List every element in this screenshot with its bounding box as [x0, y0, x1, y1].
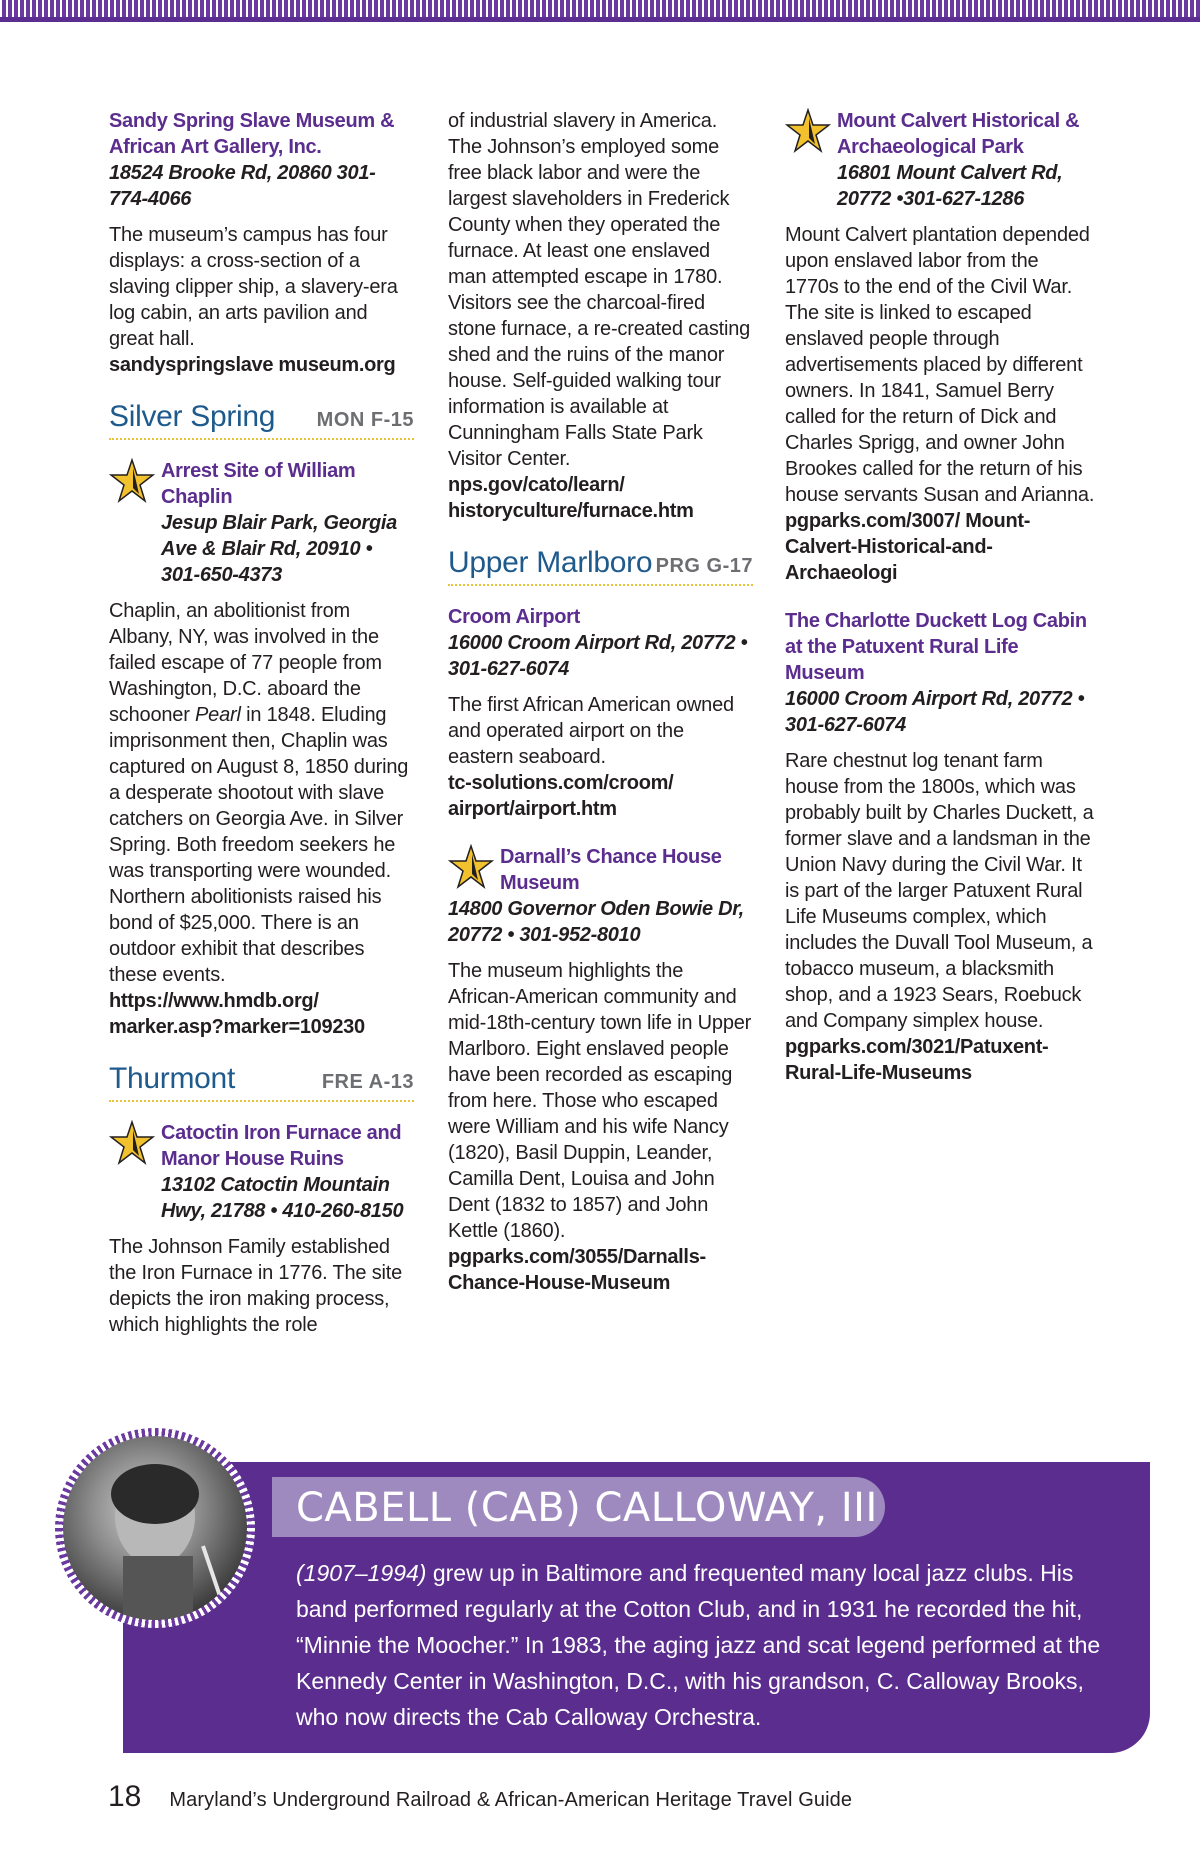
entry-description: The museum highlights the African-American community and mid-18th-century town life in Upper Marlboro. Eight enslaved people have been recorded as escaping from here. Those who escaped were William and his wife Nancy (1820), Basil Duppin, Leander, Camilla Dent, Louisa and John Dent (1832 to 1857) and John Kettle (1860).	[448, 960, 752, 1242]
entry-link[interactable]: sandyspringslave museum.org	[109, 354, 396, 376]
entry-link[interactable]: pgparks.com/3055/Darnalls-Chance-House-Museum	[448, 1246, 706, 1294]
entry-title: Catoctin Iron Furnace and Manor House Ruins	[161, 1122, 402, 1170]
banner-text	[296, 1555, 1106, 1735]
entry-title: Darnall’s Chance House Museum	[500, 846, 722, 894]
entry-catoctin	[109, 1120, 414, 1338]
banner-body: grew up in Baltimore and frequented many local jazz clubs. His band performed regularly at the Cotton Club, and in 1931 he recorded the hit, “Minnie the Moocher.” In 1983, the aging jazz and scat legend performed at the Kennedy Center in Washington, D.C., with his grandson, C. Calloway Brooks, who now directs the Cab Calloway Orchestra.	[296, 1560, 1101, 1730]
banner-title: CABELL (CAB) CALLOWAY, III	[296, 1485, 878, 1531]
entry-mount-calvert	[785, 108, 1095, 586]
page-number: 18	[108, 1780, 142, 1813]
entry-title: Croom Airport	[448, 606, 581, 628]
banner-dates: (1907–1994)	[296, 1560, 427, 1586]
column-1	[109, 108, 414, 1360]
entry-header	[448, 844, 753, 896]
entry-catoctin-continued	[448, 108, 753, 524]
entry-link[interactable]: https://www.hmdb.org/ marker.asp?marker=109230	[109, 990, 365, 1038]
entry-description: of industrial slavery in America. The Johnson’s employed some free black labor and were the largest slaveholders in Frederick County when they operated the furnace. At least one enslaved man attempted escape in 1780. Visitors see the charcoal-fired stone furnace, a re-created casting shed and the ruins of the manor house. Self-guided walking tour information is available at Cunningham Falls State Park Visitor Center.	[448, 110, 751, 470]
portrait-frame	[55, 1428, 255, 1628]
city-header-upper-marlboro	[448, 546, 753, 586]
star-icon	[785, 108, 837, 222]
city-name: Upper Marlboro	[448, 546, 653, 579]
entry-description: Chaplin, an abolitionist from Albany, NY, was involved in the failed escape of 77 people from Washington, D.C. aboard the schooner Pearl in 1848. Eluding imprisonment then, Chaplin was captured on August 8, 1850 during a desperate shootout with slave catchers on Georgia Ave. in Silver Spring. Both freedom seekers he was transporting were wounded. Northern abolitionists raised his bond of $25,000. There is an outdoor exhibit that describes these events.	[109, 600, 409, 986]
city-code: PRG G-17	[655, 555, 753, 577]
column-3	[785, 108, 1095, 1108]
entry-address: 14800 Governor Oden Bowie Dr, 20772 • 301-952-8010	[448, 898, 744, 946]
city-header-silver-spring	[109, 400, 414, 440]
entry-description: Mount Calvert plantation depended upon enslaved labor from the 1770s to the end of the Civil War. The site is linked to escaped enslaved people through advertisements placed by different owners. In 1841, Samuel Berry called for the return of Dick and Charles Sprigg, and owner John Brookes called for the return of his house servants Susan and Arianna.	[785, 224, 1095, 506]
entry-arrest-site	[109, 458, 414, 1040]
city-name: Thurmont	[109, 1062, 235, 1095]
entry-title: Mount Calvert Historical & Archaeological Park	[837, 110, 1080, 158]
entry-link[interactable]: nps.gov/cato/learn/ historyculture/furnace.htm	[448, 474, 694, 522]
entry-description: The Johnson Family established the Iron Furnace in 1776. The site depicts the iron making process, which highlights the role	[109, 1236, 403, 1336]
star-icon	[109, 1120, 161, 1234]
star-icon	[448, 844, 500, 896]
entry-charlotte-duckett	[785, 608, 1095, 1086]
entry-description: The museum’s campus has four displays: a cross-section of a slaving clipper ship, a slavery-era log cabin, an arts pavilion and great hall.	[109, 224, 398, 350]
city-code: MON F-15	[316, 409, 414, 431]
entry-address: 13102 Catoctin Mountain Hwy, 21788 • 410-260-8150	[161, 1174, 404, 1222]
entry-croom-airport	[448, 604, 753, 822]
entry-header	[109, 1120, 414, 1234]
entry-link[interactable]: pgparks.com/3007/ Mount-Calvert-Historical-and-Archaeologi	[785, 510, 1031, 584]
entry-link[interactable]: pgparks.com/3021/Patuxent-Rural-Life-Museums	[785, 1036, 1049, 1084]
entry-description: Rare chestnut log tenant farm house from the 1800s, which was probably built by Charles Duckett, a former slave and a landsman in the Union Navy during the Civil War. It is part of the larger Patuxent Rural Life Museums complex, which includes the Duvall Tool Museum, a tobacco museum, a blacksmith shop, and a 1923 Sears, Roebuck and Company simplex house.	[785, 750, 1094, 1032]
column-2	[448, 108, 753, 1318]
city-name: Silver Spring	[109, 400, 276, 433]
entry-title: Arrest Site of William Chaplin	[161, 460, 356, 508]
page-footer	[108, 1780, 852, 1814]
top-border	[0, 0, 1200, 22]
city-header-thurmont	[109, 1062, 414, 1102]
entry-address: 16000 Croom Airport Rd, 20772 • 301-627-6074	[448, 632, 748, 680]
entry-link[interactable]: tc-solutions.com/croom/ airport/airport.htm	[448, 772, 674, 820]
entry-address: Jesup Blair Park, Georgia Ave & Blair Rd, 20910 • 301-650-4373	[161, 512, 397, 586]
entry-address: 16000 Croom Airport Rd, 20772 • 301-627-6074	[785, 688, 1085, 736]
entry-header	[785, 108, 1095, 222]
entry-address: 18524 Brooke Rd, 20860 301-774-4066	[109, 162, 376, 210]
entry-description: The first African American owned and operated airport on the eastern seaboard.	[448, 694, 734, 768]
footer-title: Maryland’s Underground Railroad & African-American Heritage Travel Guide	[169, 1789, 853, 1811]
entry-title: Sandy Spring Slave Museum & African Art Gallery, Inc.	[109, 110, 395, 158]
portrait-photo	[63, 1436, 247, 1620]
entry-header	[109, 458, 414, 598]
star-icon	[109, 458, 161, 598]
entry-address: 16801 Mount Calvert Rd, 20772 •301-627-1286	[837, 162, 1063, 210]
entry-title: The Charlotte Duckett Log Cabin at the Patuxent Rural Life Museum	[785, 610, 1087, 684]
city-code: FRE A-13	[321, 1071, 414, 1093]
entry-darnalls-chance	[448, 844, 753, 1296]
entry-sandy-spring	[109, 108, 414, 378]
